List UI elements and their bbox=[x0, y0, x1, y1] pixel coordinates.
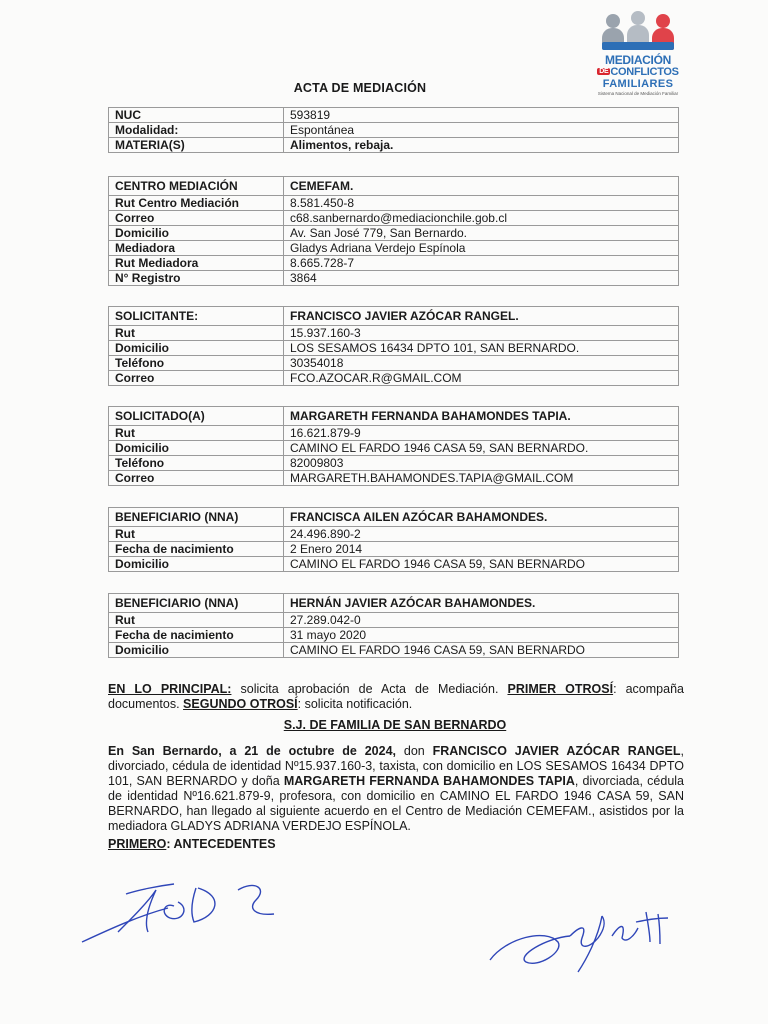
principal-text: solicita aprobación de Acta de Mediación. bbox=[231, 682, 508, 696]
row-value: c68.sanbernardo@mediacionchile.gob.cl bbox=[284, 211, 679, 226]
table-row bbox=[109, 271, 679, 286]
section-heading bbox=[108, 837, 684, 852]
primer-otrosi-label: PRIMER OTROSÍ bbox=[507, 682, 614, 696]
row-label: Fecha de nacimiento bbox=[109, 628, 284, 643]
table-row bbox=[109, 471, 679, 486]
table-row bbox=[109, 628, 679, 643]
row-label: Rut bbox=[109, 426, 284, 441]
table-row bbox=[109, 123, 679, 138]
section-label: PRIMERO bbox=[108, 837, 167, 851]
primer-otrosi-text: : acompaña documentos. bbox=[108, 682, 684, 711]
logo-line-2 bbox=[588, 66, 688, 78]
row-label: SOLICITANTE: bbox=[109, 307, 284, 326]
table-row bbox=[109, 527, 679, 542]
table-row bbox=[109, 557, 679, 572]
row-value: MARGARETH.BAHAMONDES.TAPIA@GMAIL.COM bbox=[284, 471, 679, 486]
row-label: Modalidad: bbox=[109, 123, 284, 138]
court-heading: S.J. DE FAMILIA DE SAN BERNARDO bbox=[283, 718, 507, 732]
row-label: Mediadora bbox=[109, 241, 284, 256]
row-label: Domicilio bbox=[109, 441, 284, 456]
row-value: 30354018 bbox=[284, 356, 679, 371]
table-row bbox=[109, 613, 679, 628]
row-label: SOLICITADO(A) bbox=[109, 407, 284, 426]
principal-label: EN LO PRINCIPAL: bbox=[108, 682, 232, 696]
row-value: LOS SESAMOS 16434 DPTO 101, SAN BERNARDO. bbox=[284, 341, 679, 356]
row-label: Domicilio bbox=[109, 643, 284, 658]
table-row bbox=[109, 441, 679, 456]
table-row bbox=[109, 643, 679, 658]
body-text: , divorciado, cédula de identidad Nº15.937.160-3, taxista, con domicilio en LOS SESAMOS 16434 DPTO 101, SAN BERNARDO y doña bbox=[108, 744, 684, 788]
table-row bbox=[109, 241, 679, 256]
row-value: FRANCISCA AILEN AZÓCAR BAHAMONDES. bbox=[284, 508, 679, 527]
row-value: 27.289.042-0 bbox=[284, 613, 679, 628]
mediator-signature bbox=[486, 898, 676, 988]
row-label: Correo bbox=[109, 371, 284, 386]
beneficiary-2-table bbox=[108, 593, 679, 658]
table-row bbox=[109, 108, 679, 123]
agreement-paragraph bbox=[108, 744, 684, 834]
row-value: 31 mayo 2020 bbox=[284, 628, 679, 643]
row-label: CENTRO MEDIACIÓN bbox=[109, 177, 284, 196]
table-header-row bbox=[109, 594, 679, 613]
row-value: 15.937.160-3 bbox=[284, 326, 679, 341]
table-row bbox=[109, 196, 679, 211]
row-value: 8.581.450-8 bbox=[284, 196, 679, 211]
row-label: Domicilio bbox=[109, 341, 284, 356]
applicant-signature bbox=[78, 872, 288, 952]
people-icon bbox=[588, 10, 688, 54]
table-row bbox=[109, 341, 679, 356]
table-row bbox=[109, 356, 679, 371]
table-row bbox=[109, 226, 679, 241]
row-value: CEMEFAM. bbox=[284, 177, 679, 196]
row-value: MARGARETH FERNANDA BAHAMONDES TAPIA. bbox=[284, 407, 679, 426]
respondent-name: MARGARETH FERNANDA BAHAMONDES TAPIA bbox=[283, 774, 575, 788]
row-value: CAMINO EL FARDO 1946 CASA 59, SAN BERNARDO. bbox=[284, 441, 679, 456]
row-value: Alimentos, rebaja. bbox=[284, 138, 679, 153]
table-row bbox=[109, 371, 679, 386]
table-header-row bbox=[109, 508, 679, 527]
applicant-table bbox=[108, 306, 679, 386]
row-label: BENEFICIARIO (NNA) bbox=[109, 594, 284, 613]
center-table bbox=[108, 176, 679, 286]
table-row bbox=[109, 326, 679, 341]
row-value: CAMINO EL FARDO 1946 CASA 59, SAN BERNARDO bbox=[284, 557, 679, 572]
row-label: N° Registro bbox=[109, 271, 284, 286]
row-value: Av. San José 779, San Bernardo. bbox=[284, 226, 679, 241]
row-label: MATERIA(S) bbox=[109, 138, 284, 153]
row-value: 593819 bbox=[284, 108, 679, 123]
petition-paragraph bbox=[108, 682, 684, 712]
logo-line-3: FAMILIARES bbox=[602, 78, 674, 91]
segundo-otrosi-text: : solicita notificación. bbox=[297, 697, 413, 711]
logo-line-1: MEDIACIÓN bbox=[605, 53, 671, 67]
table-row bbox=[109, 456, 679, 471]
row-label: Correo bbox=[109, 211, 284, 226]
row-label: Rut Mediadora bbox=[109, 256, 284, 271]
row-label: Fecha de nacimiento bbox=[109, 542, 284, 557]
row-label: Rut Centro Mediación bbox=[109, 196, 284, 211]
table-header-row bbox=[109, 407, 679, 426]
row-value: FCO.AZOCAR.R@GMAIL.COM bbox=[284, 371, 679, 386]
row-value: FRANCISCO JAVIER AZÓCAR RANGEL. bbox=[284, 307, 679, 326]
logo-tagline: Sistema Nacional de Mediación Familiar bbox=[597, 91, 679, 97]
segundo-otrosi-label: SEGUNDO OTROSÍ bbox=[183, 697, 298, 711]
section-title: : ANTECEDENTES bbox=[166, 837, 276, 851]
logo-de: DE bbox=[599, 68, 609, 76]
row-label: BENEFICIARIO (NNA) bbox=[109, 508, 284, 527]
row-label: NUC bbox=[109, 108, 284, 123]
row-label: Teléfono bbox=[109, 356, 284, 371]
case-table bbox=[108, 107, 679, 153]
row-label: Correo bbox=[109, 471, 284, 486]
table-row bbox=[109, 426, 679, 441]
document-title: ACTA DE MEDIACIÓN bbox=[293, 81, 427, 95]
body-text: , divorciada, cédula de identidad Nº16.621.879-9, profesora, con domicilio en CAMINO EL FARDO 1946 CASA 59, SAN BERNARDO, han llegado al siguiente acuerdo en el Centro de Mediación CEMEFAM., asistidos por la mediadora GLADYS ADRIANA VERDEJO ESPÍNOLA. bbox=[108, 774, 684, 833]
table-row bbox=[109, 138, 679, 153]
body-text: don bbox=[396, 744, 433, 758]
row-value: CAMINO EL FARDO 1946 CASA 59, SAN BERNARDO bbox=[284, 643, 679, 658]
row-value: 2 Enero 2014 bbox=[284, 542, 679, 557]
beneficiary-1-table bbox=[108, 507, 679, 572]
row-label: Rut bbox=[109, 613, 284, 628]
row-label: Rut bbox=[109, 527, 284, 542]
row-value: 24.496.890-2 bbox=[284, 527, 679, 542]
row-value: HERNÁN JAVIER AZÓCAR BAHAMONDES. bbox=[284, 594, 679, 613]
row-label: Domicilio bbox=[109, 557, 284, 572]
row-label: Domicilio bbox=[109, 226, 284, 241]
applicant-name: FRANCISCO JAVIER AZÓCAR RANGEL bbox=[432, 744, 681, 758]
table-row bbox=[109, 542, 679, 557]
table-row bbox=[109, 256, 679, 271]
row-value: 3864 bbox=[284, 271, 679, 286]
logo-conflictos: CONFLICTOS bbox=[610, 66, 679, 78]
row-label: Rut bbox=[109, 326, 284, 341]
row-value: Gladys Adriana Verdejo Espínola bbox=[284, 241, 679, 256]
date-phrase: En San Bernardo, a 21 de octubre de 2024, bbox=[108, 744, 397, 758]
row-value: 82009803 bbox=[284, 456, 679, 471]
table-row bbox=[109, 211, 679, 226]
table-header-row bbox=[109, 307, 679, 326]
row-value: 8.665.728-7 bbox=[284, 256, 679, 271]
row-value: 16.621.879-9 bbox=[284, 426, 679, 441]
respondent-table bbox=[108, 406, 679, 486]
row-value: Espontánea bbox=[284, 123, 679, 138]
table-header-row bbox=[109, 177, 679, 196]
row-label: Teléfono bbox=[109, 456, 284, 471]
